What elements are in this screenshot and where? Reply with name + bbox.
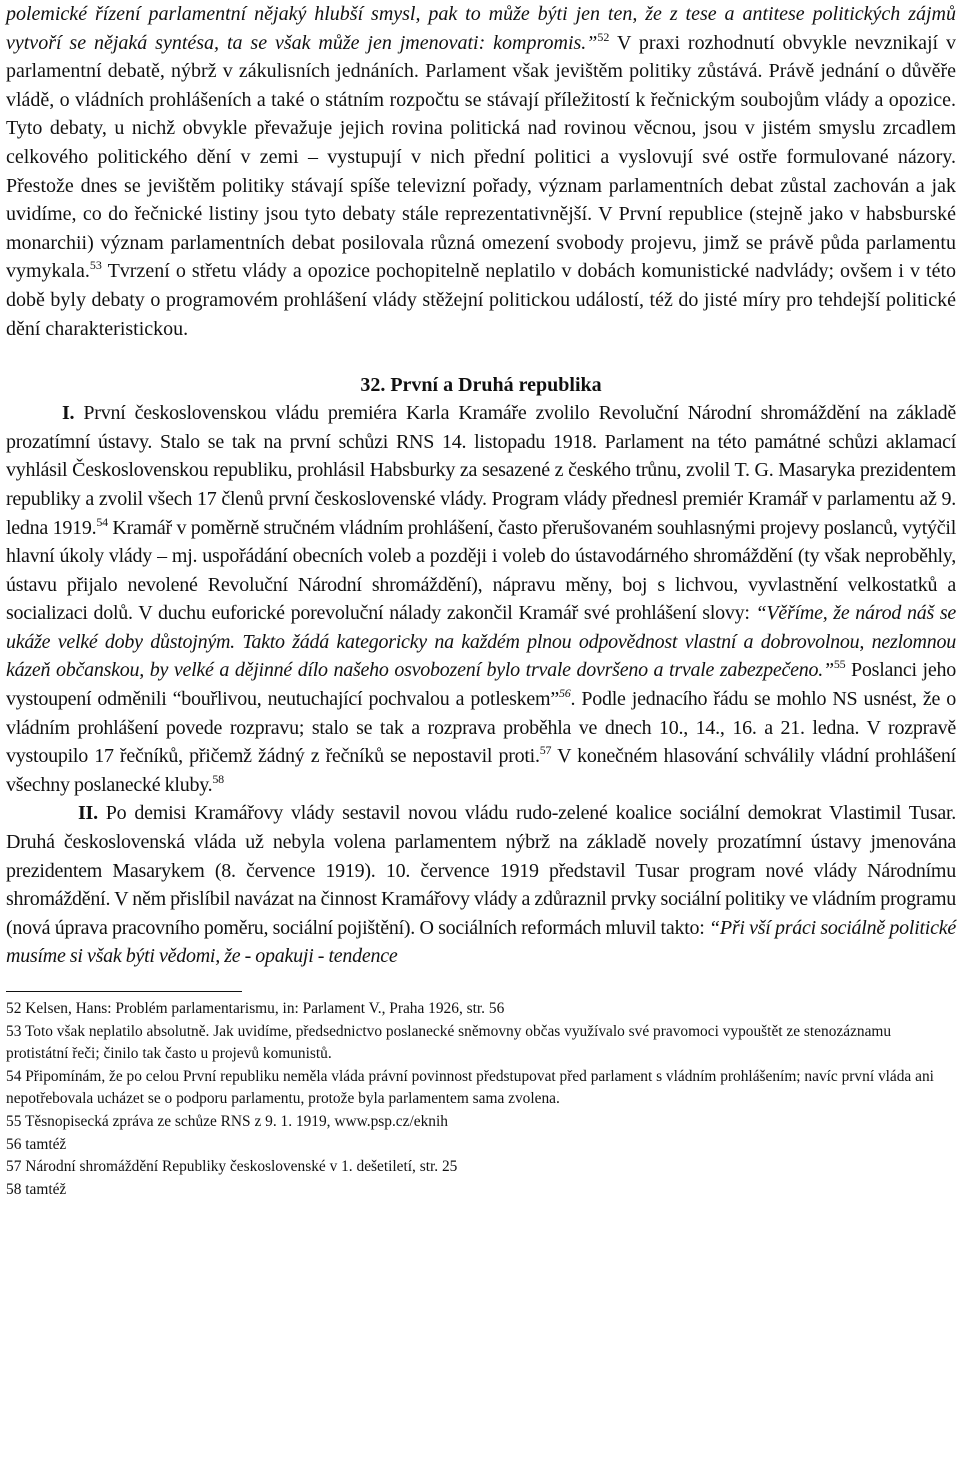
paragraph-intro-text-end: Tvrzení o střetu vlády a opozice pochopitelně neplatilo v dobách komunistické nadvlády; ovšem i v této době byly debaty o programovém prohlášení vlády stěžejní politickou událostí, též do jisté míry pro tehdejší politické dění charakteristickou.: [6, 260, 956, 340]
kramar-quote: “Věříme, že národ náš se ukáže velké doby důstojným. Takto žádá kategoricky na každém plnou odpovědnost vlastní a dobrovolnou, nezlomnou kázeň občanskou, by velké a dějinné dílo našeho osvobození bylo trvale dovršeno a trvale zabezpečeno.”: [6, 602, 956, 682]
footnote-ref-54[interactable]: 54: [96, 514, 108, 529]
first-republic-text-2: Kramář v poměrně stručném vládním prohlášení, často přerušovaném souhlasnými projevy poslanců, vytýčil hlavní úkoly vlády – mj. uspořádání obecních voleb a později i voleb do ústavodárného shromáždění (ty však neproběhly, ústavu přijalo nevolené Revoluční Národní shromáždění), nápravu měny, boj s lichvou, vyvlastnění velkostatků a socializaci dolů. V duchu euforické porevoluční nálady zakončil Kramář své prohlášení slovy:: [6, 516, 957, 625]
paragraph-tusar-government: [6, 799, 956, 971]
kelsen-quote: polemické řízení parlamentní nějaký hlubší smysl, pak to může býti jen ten, že z tese a antitese politických zájmů vytvoří se nějaká syntésa, ta se však může jen jmenovati: kompromis.”: [6, 3, 956, 54]
footnote-ref-55[interactable]: 55: [833, 657, 846, 672]
paragraph-intro-text: V praxi rozhodnutí obvykle nevznikají v parlamentní debatě, nýbrž v zákulisních jednáních. Parlament však jevištěm politiky zůstává. Právě jednání o důvěře vládě, o vládních prohlášeních a také o státním rozpočtu se stávají příležitostí k řečnickým soubojům vlády a opozice. Tyto debaty, u nichž obvykle převažuje jejich rovina politická nad rovinou věcnou, jsou v jistém smyslu zrcadlem celkového politického dění v zemi – vystupují v nich přední politici a vyslovují své ostře formulované názory. Přestože dnes se jevištěm politiky stávají spíše televizní pořady, význam parlamentních debat zůstal zachován a jak uvidíme, co do řečnické listiny jsou tyto debaty stále reprezentativnější. V První republice (stejně jako v habsburské monarchii) význam parlamentních debat posilovala různá omezení svobody projevu, jimž se právě půda parlamentu vymykala.: [6, 31, 956, 283]
footnote-ref-52[interactable]: 52: [597, 29, 610, 44]
footnote-53: 53 Toto však neplatilo absolutně. Jak uvidíme, předsednictvo poslanecké sněmovny občas využívalo své pravomoci vypouštět ze stenozáznamu protistátní řeči; činilo tak často u projevů komunistů.: [6, 1022, 892, 1063]
paragraph-first-republic: [6, 399, 956, 799]
first-republic-text-1: První československou vládu premiéra Karla Kramáře zvolilo Revoluční Národní shromáždění na základě prozatímní ústavy. Stalo se tak na první schůzi RNS 14. listopadu 1918. Parlament na této památné schůzi aklamací vyhlásil Československou republiku, prohlásil Habsburky za sesazené z českého trůnu, zvolil T. G. Masaryka prezidentem republiky a zvolil všech 17 členů první československé vlády. Program vlády přednesl premiér Kramář v parlamentu až 9. ledna 1919.: [6, 402, 956, 539]
footnote-58: 58 tamtéž: [6, 1180, 67, 1198]
footnote-56: 56 tamtéž: [6, 1135, 67, 1153]
footnote-separator: [6, 991, 242, 992]
tusar-text: Po demisi Kramářovy vlády sestavil novou vládu rudo-zelené koalice sociální demokrat Vlastimil Tusar. Druhá československá vláda už nebyla volena parlamentem nýbrž na základě novely prozatímní ústavy jmenována prezidentem Masarykem (8. července 1919). 10. července 1919 představil Tusar program nové vlády Národnímu shromáždění. V něm přislíbil navázat na činnost Kramářovy vlády a zdůraznil prvky sociální politiky ve vládním programu (nová úprava pracovního poměru, sociální pojištění). O sociálních reformách mluvil takto:: [6, 802, 956, 939]
paragraph-intro: [6, 0, 956, 343]
footnote-ref-53[interactable]: 53: [89, 258, 102, 273]
footnote-ref-56[interactable]: 56: [559, 686, 571, 701]
footnote-ref-57[interactable]: 57: [539, 743, 552, 758]
roman-numeral-two: II.: [78, 802, 98, 825]
first-republic-text-4: . Podle jednacího řádu se mohlo NS usnést, že o vládním prohlášení povede rozpravu; stalo se tak a rozprava proběhla ve dnech 10., 14., 16. a 21. ledna. V rozpravě vystoupilo 17 řečníků, přičemž žádný z řečníků se nepostavil proti.: [6, 688, 956, 768]
tusar-quote: “Při vší práci sociálně politické musíme si však býti vědomi, že - opakuji - tendence: [6, 916, 956, 968]
footnote-55: 55 Těsnopisecká zpráva ze schůze RNS z 9. 1. 1919, www.psp.cz/eknih: [6, 1112, 448, 1130]
first-republic-text-3: Poslanci jeho vystoupení odměnili “bouřlivou, neutuchající pochvalou a potleskem”: [6, 659, 956, 711]
footnote-52: 52 Kelsen, Hans: Problém parlamentarismu, in: Parlament V., Praha 1926, str. 56: [6, 1000, 505, 1017]
roman-numeral-one: I.: [62, 402, 75, 425]
footnote-57: 57 Národní shromáždění Republiky československé v 1. dešetiletí, str. 25: [6, 1158, 458, 1176]
footnote-ref-58[interactable]: 58: [212, 771, 224, 786]
footnotes: [6, 998, 956, 1201]
section-heading: 32. První a Druhá republika: [360, 374, 602, 397]
document-page: [6, 0, 956, 1201]
footnote-54: 54 Připomínám, že po celou První republiku neměla vláda právní povinnost předstupovat před parlament s vládním prohlášením; navíc první vláda ani nepotřebovala ucházet se o podporu parlamentu, protože byla parlamentem sama zvolena.: [6, 1067, 934, 1108]
first-republic-text-5: V konečném hlasování schválily vládní prohlášení všechny poslanecké kluby.: [6, 745, 956, 796]
